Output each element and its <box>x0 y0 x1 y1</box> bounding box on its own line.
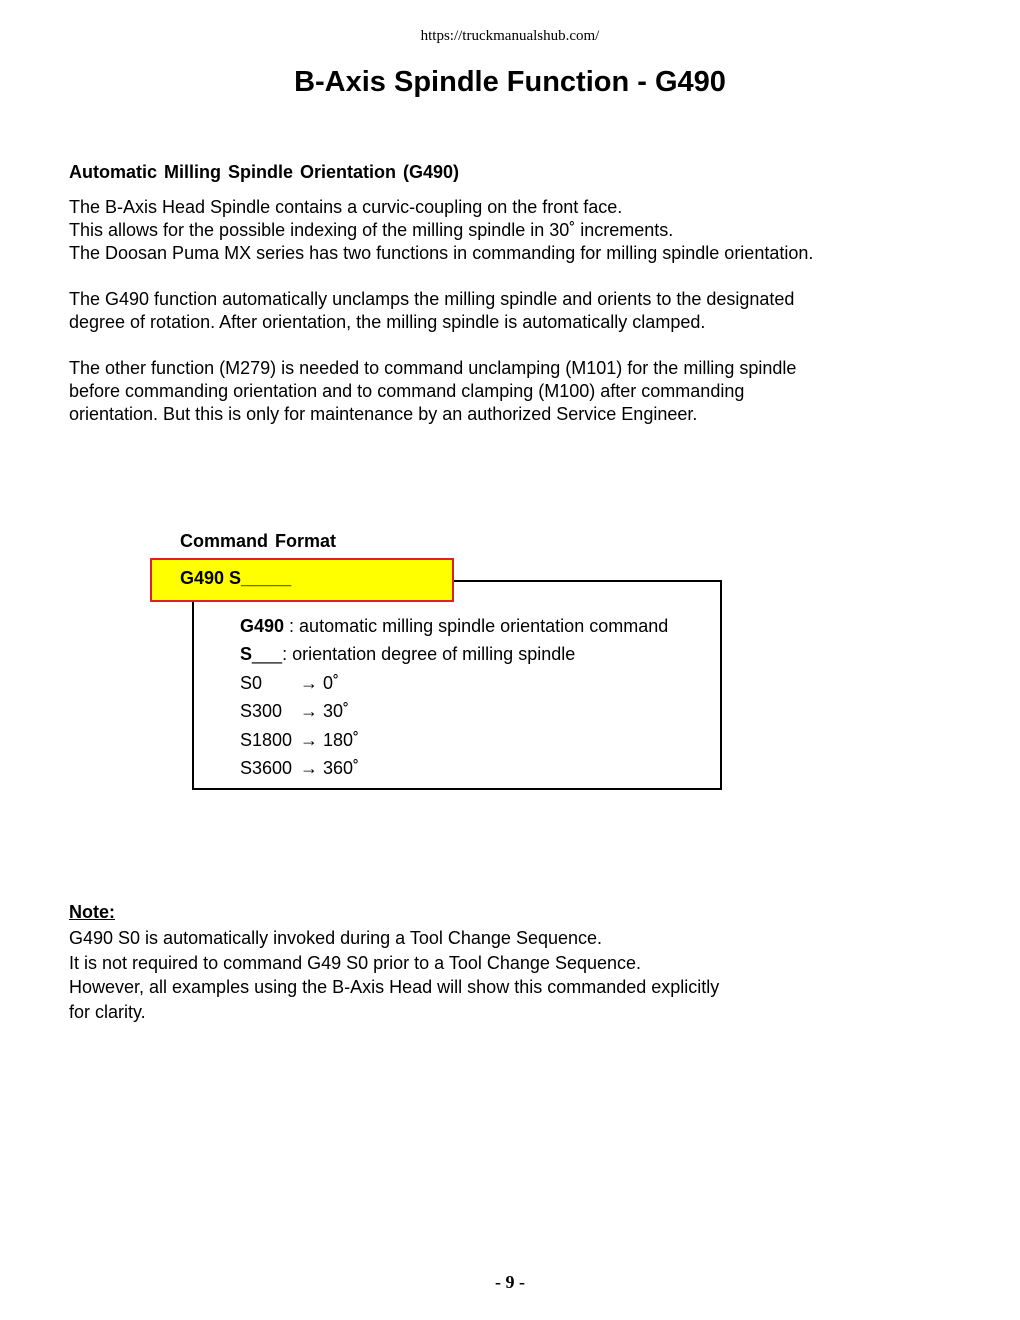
command-format-code: G490 S_____ <box>180 568 292 588</box>
header-url: https://truckmanualshub.com/ <box>420 28 600 44</box>
paragraph-m279 <box>69 357 949 426</box>
note-line: However, all examples using the B-Axis Head will show this commanded explicitly <box>69 977 720 997</box>
g490-description: : automatic milling spindle orientation command <box>284 616 669 636</box>
g490-code: G490 <box>240 616 285 636</box>
g490-definition <box>240 616 668 637</box>
paragraph-line: This allows for the possible indexing of the milling spindle in 30˚ increments. <box>69 220 674 240</box>
mapping-code: S1800 <box>240 730 293 750</box>
paragraph-line: before commanding orientation and to command clamping (M100) after commanding <box>69 381 745 401</box>
s-description: : orientation degree of milling spindle <box>282 644 576 664</box>
page-number: - 9 - <box>495 1272 525 1292</box>
paragraph-line: degree of rotation. After orientation, the milling spindle is automatically clamped. <box>69 312 706 332</box>
paragraph-line: The B-Axis Head Spindle contains a curvic-coupling on the front face. <box>69 197 623 217</box>
paragraph-line: The G490 function automatically unclamps the milling spindle and orients to the designated <box>69 289 795 309</box>
note-line: It is not required to command G49 S0 prior to a Tool Change Sequence. <box>69 952 642 973</box>
mapping-degree: 30˚ <box>323 701 350 721</box>
mapping-code: S3600 <box>240 758 293 778</box>
note-heading: Note: <box>69 902 115 922</box>
mapping-row <box>240 673 339 694</box>
page-title: B-Axis Spindle Function - G490 <box>294 66 726 98</box>
note-body <box>69 926 949 1024</box>
arrow-icon: → <box>300 758 318 778</box>
note-line: G490 S0 is automatically invoked during a Tool Change Sequence. <box>69 928 603 948</box>
mapping-degree: 360˚ <box>323 758 360 778</box>
paragraph-g490 <box>69 288 949 334</box>
mapping-code: S0 <box>240 673 263 693</box>
s-blank: ___ <box>252 644 283 664</box>
arrow-icon: → <box>300 673 318 693</box>
arrow-icon: → <box>300 701 318 721</box>
mapping-code: S300 <box>240 701 283 721</box>
note-line: for clarity. <box>69 1001 146 1022</box>
paragraph-line: orientation. But this is only for maintenance by an authorized Service Engineer. <box>69 404 698 424</box>
s-code: S <box>240 644 253 664</box>
paragraph-intro <box>69 196 949 265</box>
s-definition <box>240 644 575 665</box>
mapping-degree: 180˚ <box>323 730 360 750</box>
mapping-degree: 0˚ <box>323 673 340 693</box>
mapping-row <box>240 758 359 779</box>
paragraph-line: The other function (M279) is needed to command unclamping (M101) for the milling spindle <box>69 358 797 378</box>
mapping-row <box>240 730 359 751</box>
command-format-highlight <box>150 558 454 602</box>
command-format-label: Command Format <box>180 531 337 551</box>
mapping-row <box>240 701 349 722</box>
arrow-icon: → <box>300 730 318 750</box>
paragraph-line: The Doosan Puma MX series has two functions in commanding for milling spindle orientation. <box>69 243 814 263</box>
section-heading: Automatic Milling Spindle Orientation (G490) <box>69 162 460 182</box>
